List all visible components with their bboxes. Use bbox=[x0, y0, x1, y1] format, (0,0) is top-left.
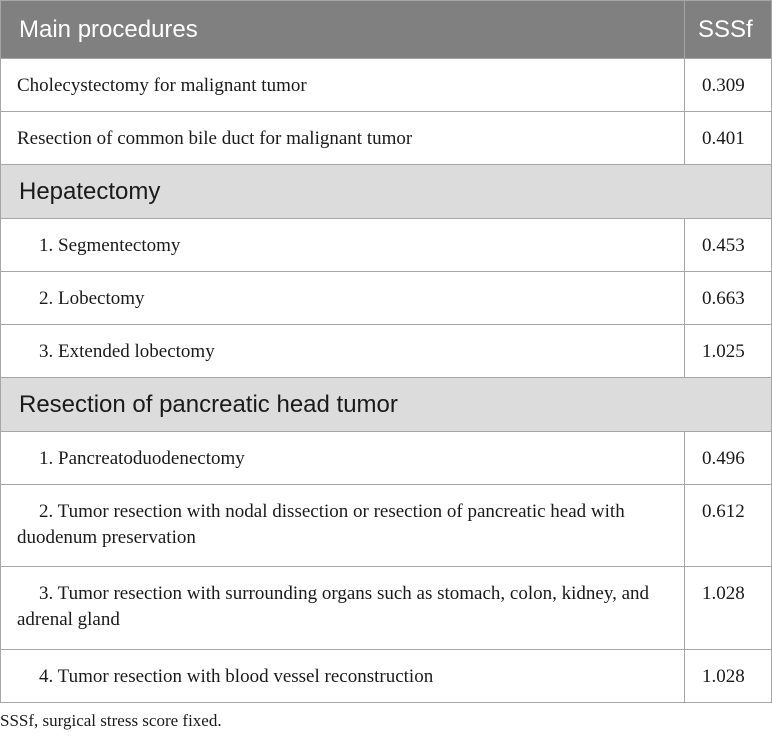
sssf-value: 1.025 bbox=[685, 325, 772, 378]
table-row bbox=[1, 112, 772, 165]
section-row-pancreatic bbox=[1, 378, 772, 432]
sssf-value: 0.309 bbox=[685, 59, 772, 112]
procedure-label: 3. Tumor resection with surrounding organs such as stomach, colon, kidney, and adrenal gland bbox=[1, 567, 685, 650]
sssf-value: 0.453 bbox=[685, 219, 772, 272]
procedure-label: 2. Lobectomy bbox=[1, 272, 685, 325]
sssf-value: 0.496 bbox=[685, 432, 772, 485]
sssf-value: 1.028 bbox=[685, 567, 772, 650]
table-row bbox=[1, 59, 772, 112]
procedure-label: 1. Segmentectomy bbox=[1, 219, 685, 272]
procedure-label: 4. Tumor resection with blood vessel reconstruction bbox=[1, 650, 685, 703]
section-title: Resection of pancreatic head tumor bbox=[1, 378, 772, 432]
table-row bbox=[1, 325, 772, 378]
table-row bbox=[1, 272, 772, 325]
procedure-label: 3. Extended lobectomy bbox=[1, 325, 685, 378]
sssf-value: 1.028 bbox=[685, 650, 772, 703]
procedure-label: 2. Tumor resection with nodal dissection or resection of pancreatic head with duodenum preservation bbox=[1, 485, 685, 567]
table-header-row bbox=[1, 1, 772, 59]
sssf-value: 0.401 bbox=[685, 112, 772, 165]
table-row bbox=[1, 219, 772, 272]
section-title: Hepatectomy bbox=[1, 165, 772, 219]
sssf-value: 0.663 bbox=[685, 272, 772, 325]
table-row bbox=[1, 432, 772, 485]
procedure-label: 1. Pancreatoduodenectomy bbox=[1, 432, 685, 485]
table-row bbox=[1, 567, 772, 650]
header-sssf: SSSf bbox=[685, 1, 772, 59]
section-row-hepatectomy bbox=[1, 165, 772, 219]
table-footnote: SSSf, surgical stress score fixed. bbox=[0, 711, 222, 730]
header-main-procedures: Main procedures bbox=[1, 1, 685, 59]
procedure-label: Resection of common bile duct for malignant tumor bbox=[1, 112, 685, 165]
sssf-value: 0.612 bbox=[685, 485, 772, 567]
table-row bbox=[1, 650, 772, 703]
table-row bbox=[1, 485, 772, 567]
procedure-label: Cholecystectomy for malignant tumor bbox=[1, 59, 685, 112]
